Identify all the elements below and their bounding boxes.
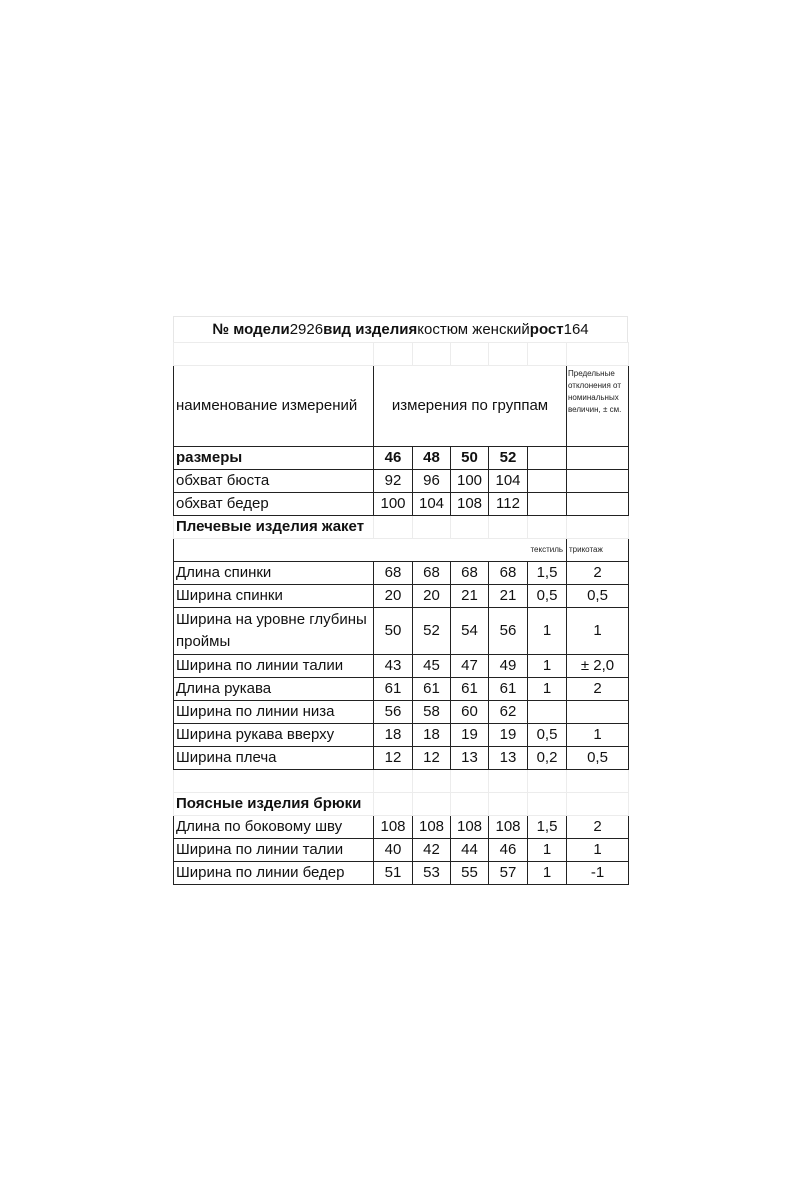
tolerance-column-header: Предельные отклонения от номинальных величин, ± см. [567, 366, 629, 447]
section-row-jacket [174, 516, 629, 539]
type-label: вид изделия [323, 321, 418, 338]
table-row: Ширина плеча 12 12 13 13 0,2 0,5 [174, 747, 629, 770]
table-row: Ширина по линии низа 56 58 60 62 [174, 701, 629, 724]
sizes-row [174, 447, 629, 470]
size-chart-sheet [173, 316, 628, 885]
table-row: Ширина по линии талии 40 42 44 46 1 1 [174, 839, 629, 862]
section-row-trousers [174, 793, 629, 816]
size-46: 46 [374, 447, 413, 470]
type-value: костюм женский [417, 321, 530, 338]
table-row: Ширина спинки 20 20 21 21 0,5 0,5 [174, 585, 629, 608]
model-label: № модели [212, 321, 290, 338]
table-row: обхват бедер 100 104 108 112 [174, 493, 629, 516]
section-title-trousers: Поясные изделия брюки [174, 793, 374, 816]
height-value: 164 [563, 321, 589, 338]
table-row: Ширина на уровне глубины проймы 50 52 54 56 1 1 [174, 608, 629, 655]
groups-column-header: измерения по группам [374, 366, 567, 447]
model-value: 2926 [289, 321, 324, 338]
knit-header: трикотаж [567, 539, 629, 562]
size-52: 52 [489, 447, 528, 470]
measurement-table [173, 342, 629, 885]
height-label: рост [529, 321, 564, 338]
table-header-row [174, 366, 629, 447]
textile-header: текстиль [528, 539, 567, 562]
section-title-jacket: Плечевые изделия жакет [174, 516, 374, 539]
table-row: обхват бюста 92 96 100 104 [174, 470, 629, 493]
table-row: Длина по боковому шву 108 108 108 108 1,5 2 [174, 816, 629, 839]
table-row: Ширина по линии талии 43 45 47 49 1 ± 2,0 [174, 655, 629, 678]
sizes-label: размеры [174, 447, 374, 470]
spacer-row [174, 770, 629, 793]
table-row: Ширина рукава вверху 18 18 19 19 0,5 1 [174, 724, 629, 747]
size-48: 48 [413, 447, 451, 470]
tolerance-subheader-row [174, 539, 629, 562]
document-title [173, 316, 628, 342]
table-row: Длина спинки 68 68 68 68 1,5 2 [174, 562, 629, 585]
name-column-header: наименование измерений [174, 366, 374, 447]
table-row: Длина рукава 61 61 61 61 1 2 [174, 678, 629, 701]
size-50: 50 [451, 447, 489, 470]
table-row: Ширина по линии бедер 51 53 55 57 1 -1 [174, 862, 629, 885]
spacer-row [174, 343, 629, 366]
